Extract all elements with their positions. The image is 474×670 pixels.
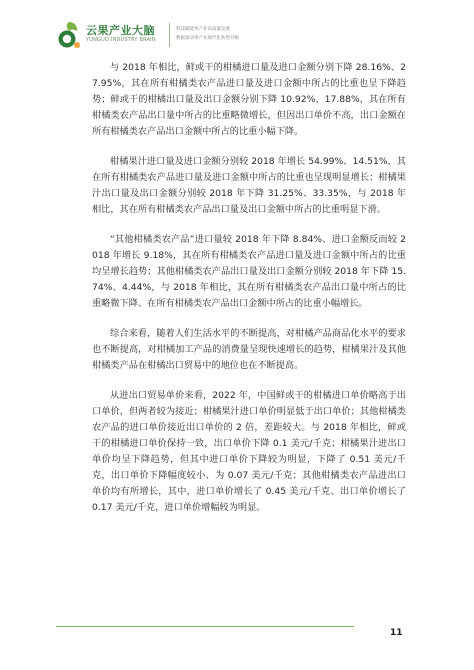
header-divider [169, 23, 170, 47]
leaf-logo-icon [56, 20, 82, 50]
brand-name: 云果产业大脑 [86, 24, 155, 37]
paragraph-fresh-dried-citrus: 与 2018 年相比，鲜或干的柑橘进口量及进口金额分别下降 28.16%、27.95%，其在所有柑橘类农产品进口量及进口金额中所占的比重也呈下降趋势；鲜或干的柑橘出口量及出口金额分别下降 10.92%、17.88%，其在所有柑橘类农产品出口量中所占的比重略微增长，但因出口单价不高，出口金额在所有柑橘类农产品出口金额中所占的比重小幅下降。 [92, 62, 406, 137]
footer-rule [56, 626, 354, 627]
paragraph-citrus-juice: 柑橘果汁进口量及进口金额分别较 2018 年增长 54.99%、14.51%，其在所有柑橘类农产品进口量及进口金额中所占的比重也呈现明显增长；柑橘果汁出口量及出口金额分别较 2018 年下降 31.25%、33.35%，与 2018 年相比，其在所有柑橘类农产品出口量及出口金额中所占的比重明显下滑。 [92, 156, 406, 215]
document-body [92, 60, 406, 530]
paragraph-other-citrus-products: “其他柑橘类农产品”进口量较 2018 年下降 8.84%、进口金额反而较 2018 年增长 9.18%，其在所有柑橘类农产品进口量及进口金额中所占的比重均呈增长趋势；其他柑橘类农产品出口量及出口金额分别较 2018 年下降 15.74%、4.44%，与 2018 年相比，其在所有柑橘类农产品出口量中所占的比重略微下降、在所有柑橘类农产品出口金额中所占的比重小幅增长。 [92, 234, 406, 309]
paragraph-unit-price: 从进出口贸易单价来看，2022 年，中国鲜或干的柑橘进口单价略高于出口单价，但两者较为接近；柑橘果汁进口单价明显低于出口单价；其他柑橘类农产品的进口单价接近出口单价的 2 倍，差距较大。与 2018 年相比，鲜或干的柑橘进口单价保持一致，出口单价下降 0.1 美元/千克；柑橘果汁进出口单价均呈下降趋势，但其中进口单价下降较为明显，下降了 0.51 美元/千克，出口单价下降幅度较小、为 0.07 美元/千克；其他柑橘类农产品进出口单价均有所增长，其中，进口单价增长了 0.45 美元/千克、出口单价增长了 0.17 美元/千克，进口单价增幅较为明显。 [92, 390, 406, 513]
header-slogan-line-2: 数据驱动果产业现代化转型升级 [176, 36, 239, 41]
page-header [56, 20, 436, 56]
brand-subtitle: YUNGUO INDUSTRY BRAIN [86, 37, 156, 43]
page-number: 11 [390, 628, 403, 638]
paragraph-summary: 综合来看，随着人们生活水平的不断提高，对柑橘产品商品化水平的要求也不断提高，对柑橘加工产品的消费量呈现快速增长的趋势，柑橘果汁及其他柑橘类产品在柑橘出口贸易中的地位也在不断提高。 [92, 328, 406, 371]
header-slogan-line-1: 科技赋能果产业高质量发展 [176, 27, 230, 32]
